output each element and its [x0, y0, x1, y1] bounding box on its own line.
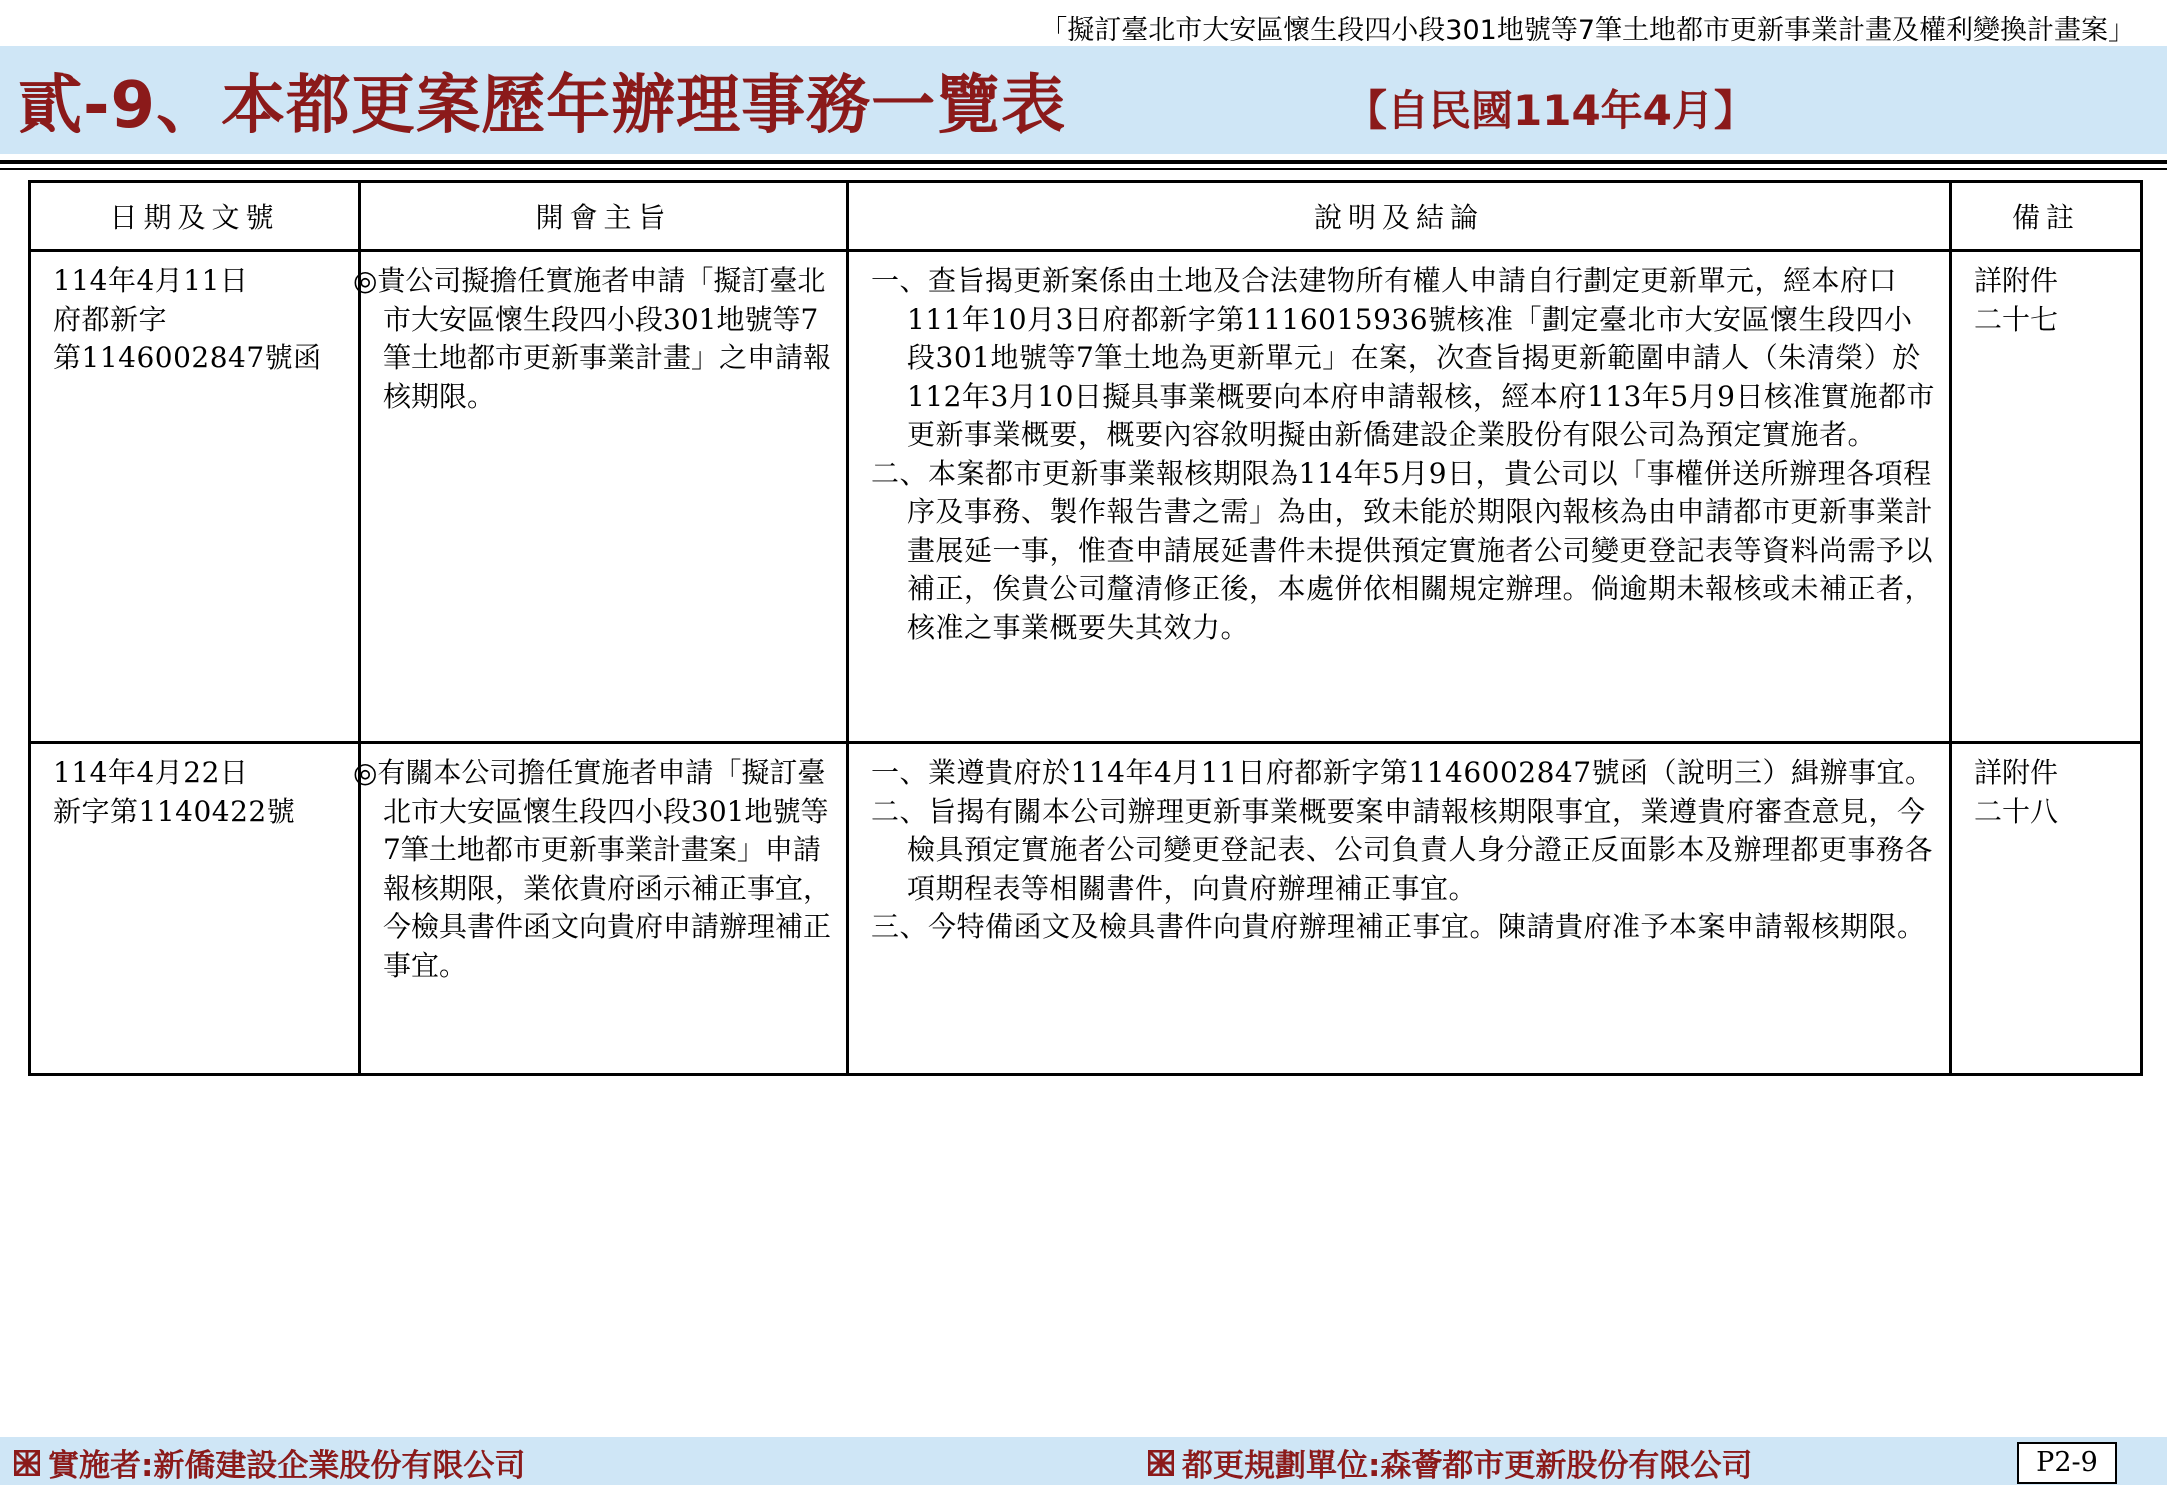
note-line: 詳附件 — [1974, 756, 2059, 789]
planner-text: 都更規劃單位:森薈都市更新股份有限公司 — [1182, 1448, 1753, 1484]
date-line: 114年4月22日 — [53, 756, 249, 789]
description-item: 一、業遵貴府於114年4月11日府都新字第1146002847號函（說明三）緝辦事宜。 — [871, 756, 1934, 789]
date-cell — [30, 743, 360, 1075]
header-rule-thin — [0, 168, 2167, 170]
note-cell — [1951, 743, 2142, 1075]
subject-text: ◎有關本公司擔任實施者申請「擬訂臺北市大安區懷生段四小段301地號等7筆土地都市更新事業計畫案」申請報核期限，業依貴府函示補正事宜，今檢具書件函文向貴府申請辦理補正事宜。 — [353, 756, 832, 982]
description-item: 三、今特備函文及檢具書件向貴府辦理補正事宜。陳請貴府准予本案申請報核期限。 — [871, 910, 1926, 943]
note-line: 詳附件 — [1974, 264, 2059, 297]
note-line: 二十八 — [1974, 794, 2059, 828]
lattice-mark-icon — [14, 1450, 40, 1476]
table-header-row — [30, 182, 2142, 251]
description-item: 一、查旨揭更新案係由土地及合法建物所有權人申請自行劃定更新單元，經本府口111年10月3日府都新字第1116015936號核准「劃定臺北市大安區懷生段四小段301地號等7筆土地為更新單元」在案，次查旨揭更新範圍申請人（朱清榮）於112年3月10日擬具事業概要向本府申請報核，經本府113年5月9日核准實施都市更新事業概要，概要內容敘明擬由新僑建設企業股份有限公司為預定實施者。 — [871, 264, 1935, 451]
description-cell — [848, 251, 1951, 743]
page-subtitle: 【自民國114年4月】 — [1345, 86, 1756, 135]
lattice-mark-icon — [1148, 1450, 1174, 1476]
date-line: 新字第1140422號 — [53, 794, 296, 828]
subject-cell — [353, 251, 848, 743]
header-rule-thick — [0, 160, 2167, 164]
column-header-date: 日期及文號 — [30, 182, 360, 251]
description-item: 二、本案都市更新事業報核期限為114年5月9日，貴公司以「事權併送所辦理各項程序及事務、製作報告書之需」為由，致未能於期限內報核為由申請都市更新事業計畫展延一事，惟查申請展延書件未提供預定實施者公司變更登記表等資料尚需予以補正，俟貴公司釐清修正後，本處併依相關規定辦理。倘逾期未報核或未補正者，核准之事業概要失其效力。 — [871, 456, 1934, 644]
project-name: 「擬訂臺北市大安區懷生段四小段301地號等7筆土地都市更新事業計畫及權利變換計畫案」 — [1040, 15, 2135, 46]
subject-text: ◎貴公司擬擔任實施者申請「擬訂臺北市大安區懷生段四小段301地號等7筆土地都市更新事業計畫」之申請報核期限。 — [353, 264, 832, 413]
column-header-note: 備註 — [1951, 182, 2142, 251]
date-line: 府都新字 — [53, 302, 168, 336]
date-cell — [30, 251, 360, 743]
column-header-description: 說明及結論 — [848, 182, 1951, 251]
date-line: 114年4月11日 — [53, 264, 249, 297]
note-cell — [1951, 251, 2142, 743]
implementer-text: 實施者:新僑建設企業股份有限公司 — [48, 1448, 526, 1484]
table-row — [30, 251, 2142, 743]
table-row — [30, 743, 2142, 1075]
description-cell — [848, 743, 1951, 1075]
affairs-table — [28, 180, 2143, 1076]
date-line: 第1146002847號函 — [53, 341, 322, 374]
planner-label — [1148, 1440, 1752, 1485]
implementer-label — [14, 1440, 525, 1485]
page-number: P2-9 — [2017, 1442, 2117, 1484]
page-title: 貳-9、本都更案歷年辦理事務一覽表 — [18, 69, 1067, 143]
note-line: 二十七 — [1974, 302, 2059, 336]
column-header-subject: 開會主旨 — [360, 182, 848, 251]
subject-cell — [353, 743, 848, 1075]
description-item: 二、旨揭有關本公司辦理更新事業概要案申請報核期限事宜，業遵貴府審查意見，今檢具預定實施者公司變更登記表、公司負責人身分證正反面影本及辦理都更事務各項期程表等相關書件，向貴府辦理補正事宜。 — [871, 794, 1934, 905]
